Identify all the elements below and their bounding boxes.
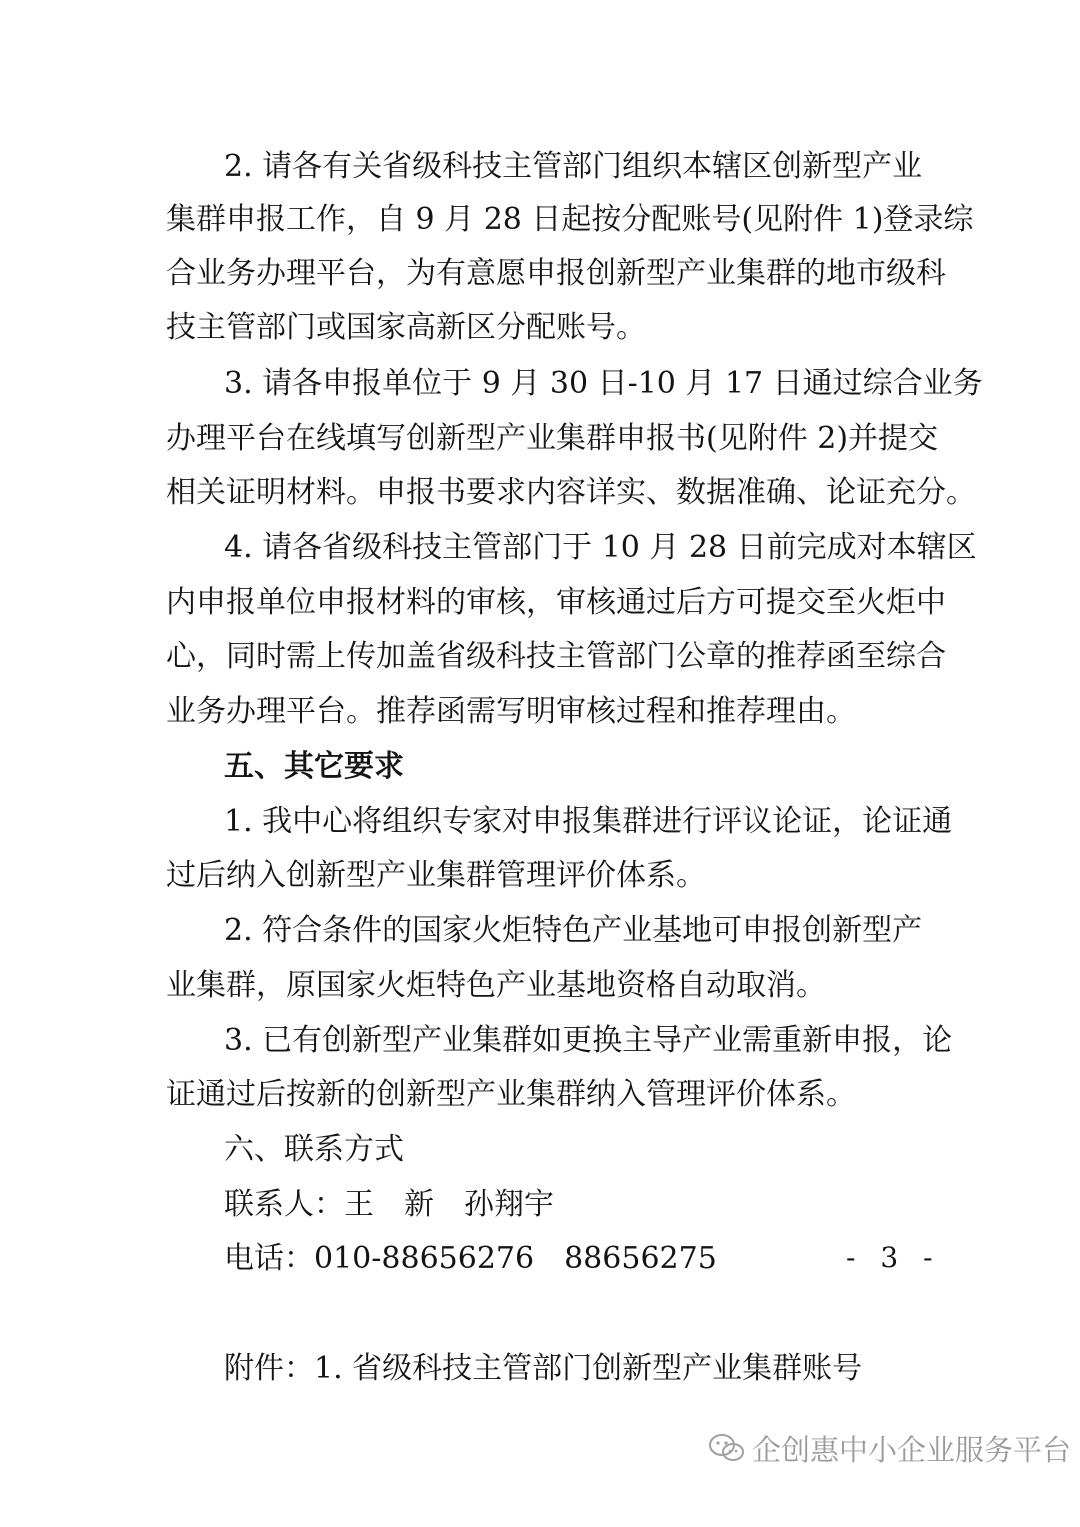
paragraph-line: 过后纳入创新型产业集群管理评价体系。 [166, 858, 706, 893]
paragraph-line: 心，同时需上传加盖省级科技主管部门公章的推荐函至综合 [166, 639, 946, 674]
paragraph-line: 业务办理平台。推荐函需写明审核过程和推荐理由。 [166, 694, 856, 729]
section-heading: 五、其它要求 [224, 749, 404, 784]
watermark-text: 企创惠中小企业服务平台 [752, 1432, 1072, 1467]
paragraph-line: 相关证明材料。申报书要求内容详实、数据准确、论证充分。 [166, 475, 976, 510]
contact-person: 联系人：王 新 孙翔宇 [224, 1187, 554, 1222]
paragraph-line: 1. 我中心将组织专家对申报集群进行评议论证，论证通 [224, 804, 953, 839]
wechat-icon [708, 1433, 746, 1463]
section-heading: 六、联系方式 [224, 1132, 404, 1167]
paragraph-line: 办理平台在线填写创新型产业集群申报书(见附件 2)并提交 [166, 421, 939, 456]
attachment-line: 附件：1. 省级科技主管部门创新型产业集群账号 [224, 1351, 863, 1386]
paragraph-line: 4. 请各省级科技主管部门于 10 月 28 日前完成对本辖区 [224, 530, 977, 565]
paragraph-line: 证通过后按新的创新型产业集群纳入管理评价体系。 [166, 1077, 856, 1112]
paragraph-line: 内申报单位申报材料的审核，审核通过后方可提交至火炬中 [166, 585, 946, 620]
paragraph-line: 3. 已有创新型产业集群如更换主导产业需重新申报，论 [224, 1023, 953, 1058]
paragraph-line: 业集群，原国家火炬特色产业基地资格自动取消。 [166, 968, 826, 1003]
paragraph-line: 2. 请各有关省级科技主管部门组织本辖区创新型产业 [224, 149, 923, 184]
page-number: - 3 - [846, 1241, 941, 1274]
paragraph-line: 2. 符合条件的国家火炬特色产业基地可申报创新型产 [224, 913, 923, 948]
watermark [708, 1428, 1071, 1468]
paragraph-line: 合业务办理平台，为有意愿申报创新型产业集群的地市级科 [166, 256, 946, 291]
paragraph-line: 3. 请各申报单位于 9 月 30 日-10 月 17 日通过综合业务 [224, 366, 983, 401]
contact-phone: 电话：010-88656276 88656275 [224, 1241, 717, 1276]
paragraph-line: 集群申报工作，自 9 月 28 日起按分配账号(见附件 1)登录综 [166, 202, 974, 237]
paragraph-line: 技主管部门或国家高新区分配账号。 [166, 310, 646, 345]
